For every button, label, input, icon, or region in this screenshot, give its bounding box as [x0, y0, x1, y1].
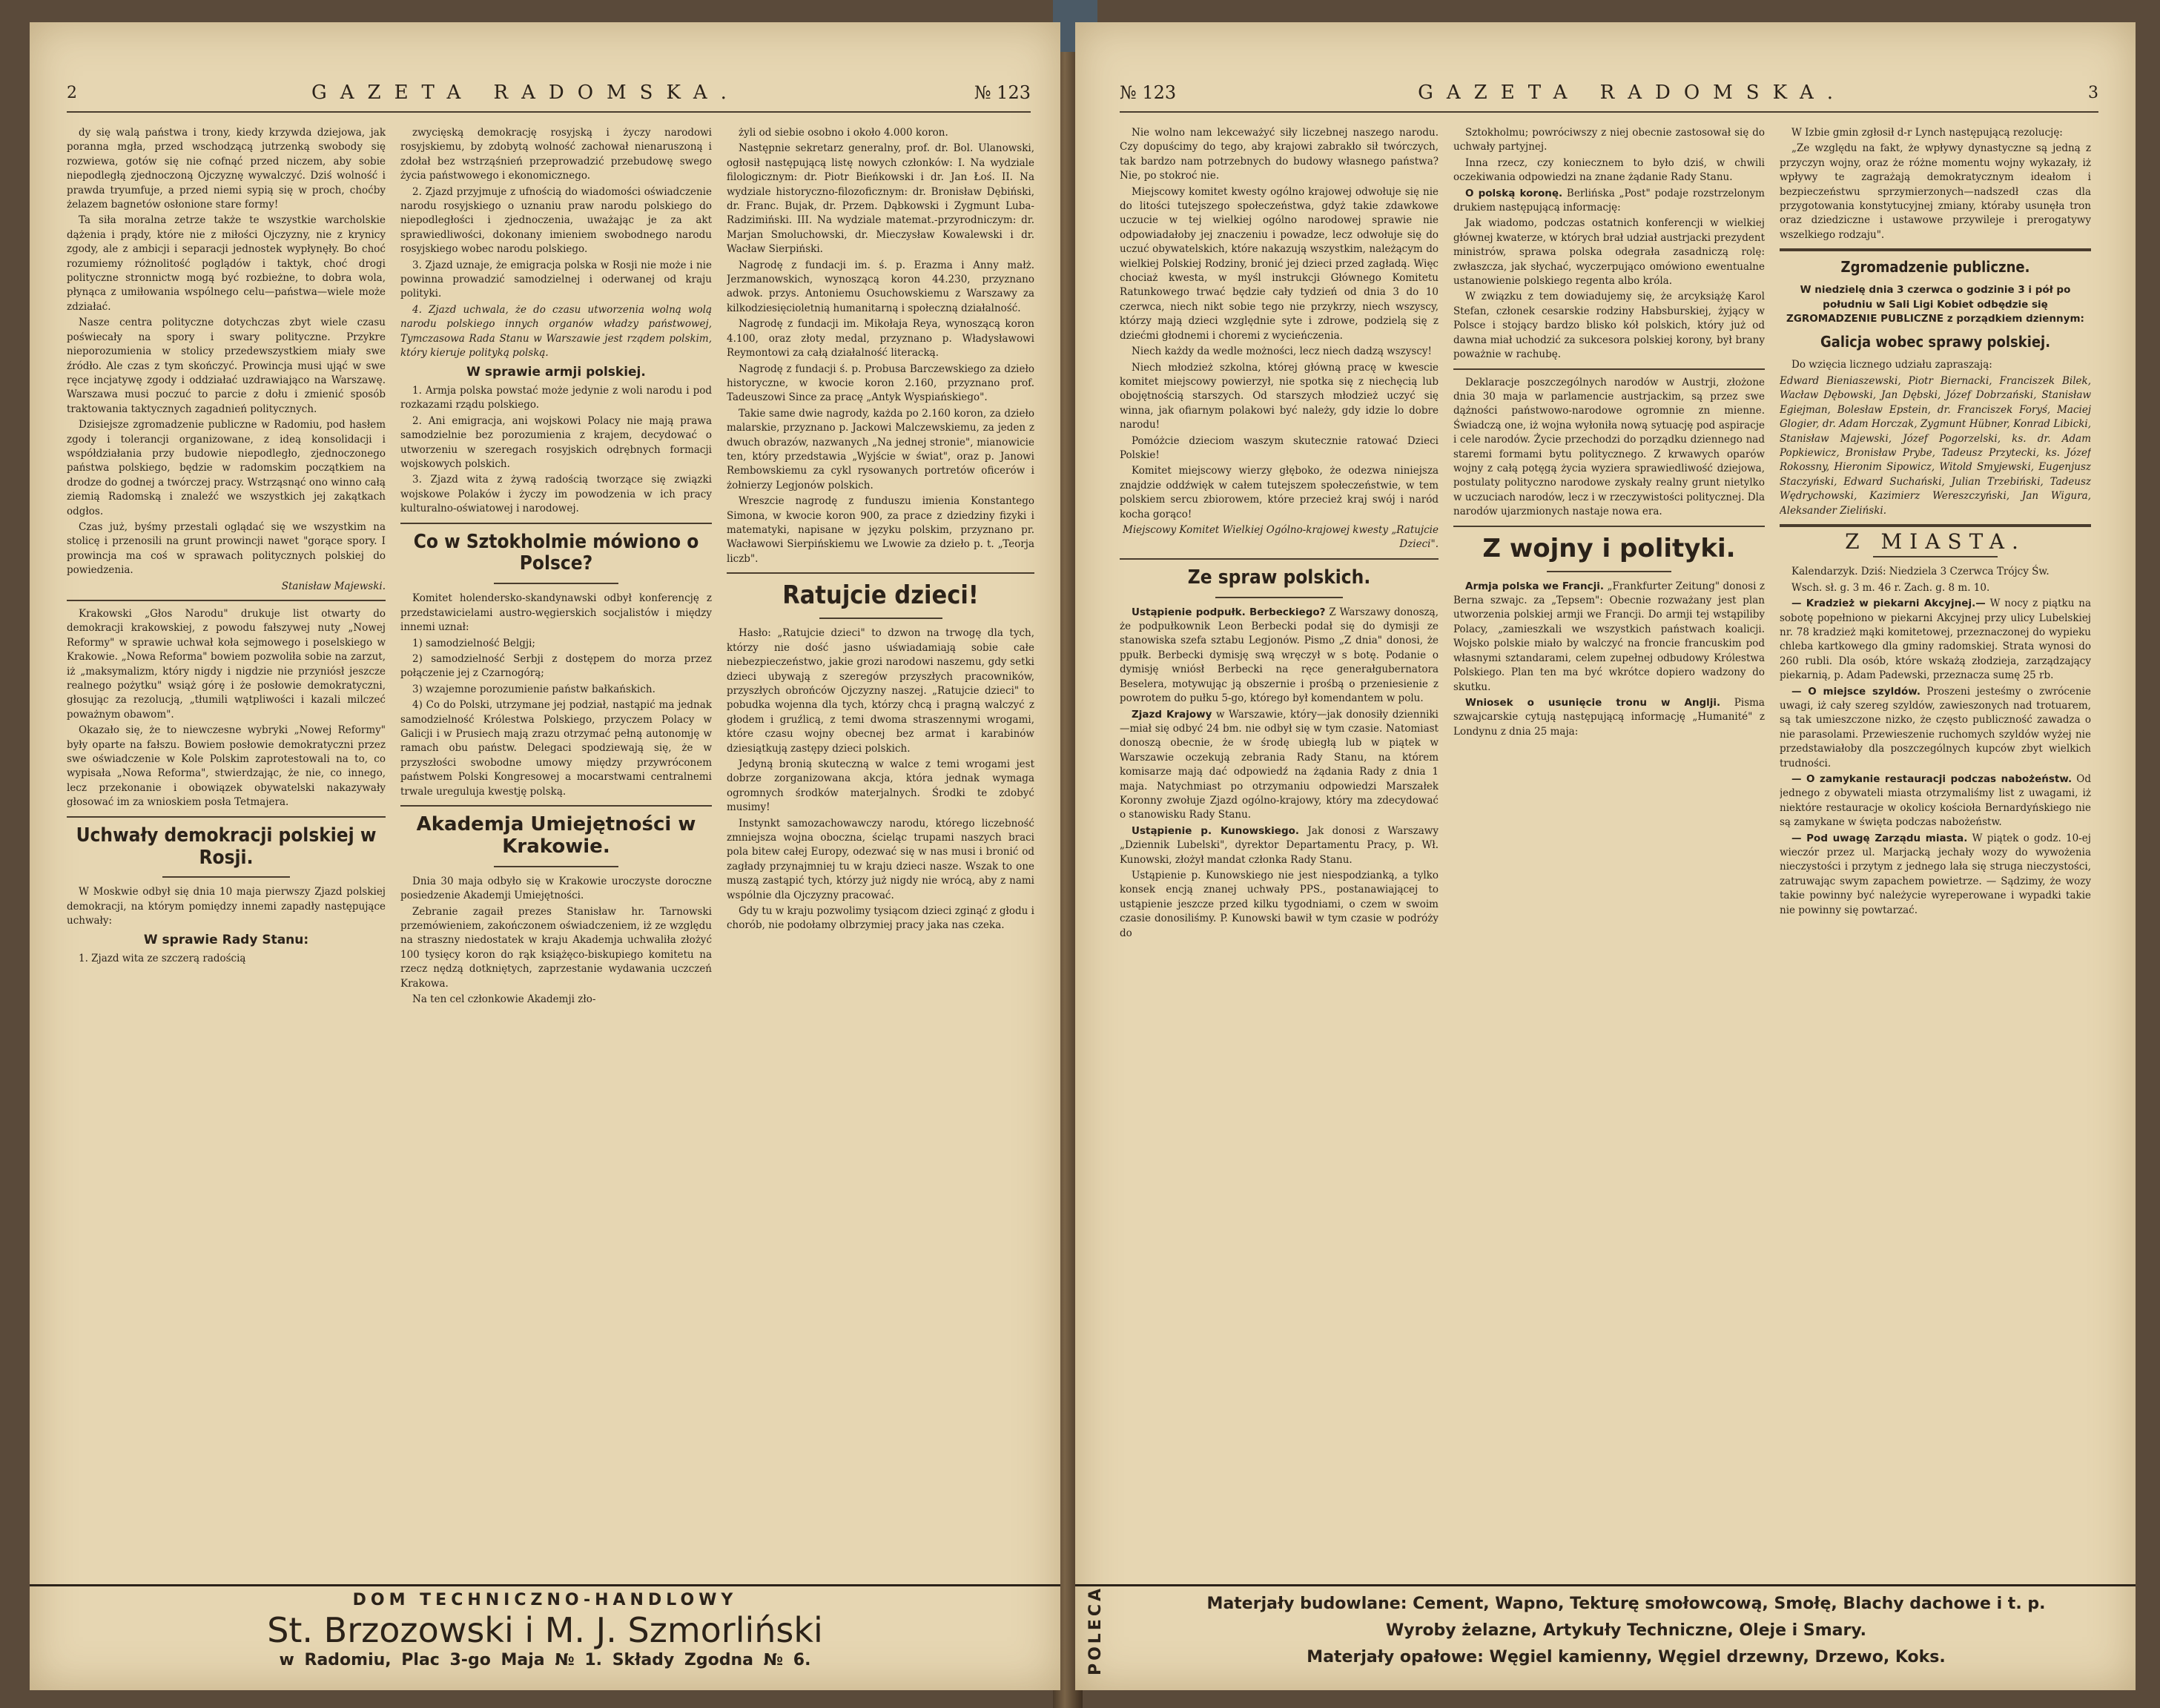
article-signature: Miejscowy Komitet Wielkiej Ogólno-krajowej kwesty „Ratujcie Dzieci".	[1123, 523, 1439, 551]
ad-line: DOM TECHNICZNO-HANDLOWY	[352, 1591, 738, 1609]
news-item-text: „Frankfurter Zeitung" donosi z Berna szwajc. za „Tepsem": Obecnie rozważany jest plan utworzenia polskiej armji we Francji. Do armji tej wstąpiliby Polacy, „zamieszkali we wszystkich państwach koalicji. Wojsko polskie miało by walczyć na froncie francuskim pod własnymi sztandarami, celem zupełnej odbudowy Królestwa Polskiego. Plan ten ma być wkrótce dopiero wadzony do skutku.	[1453, 580, 1765, 693]
article-paragraph: W Izbie gmin zgłosił d-r Lynch następującą rezolucję:	[1791, 127, 2063, 139]
calendar-line: Kalendarzyk. Dziś: Niedziela 3 Czerwca Trójcy Św.	[1791, 566, 2050, 578]
ad-lines	[1117, 1586, 2136, 1674]
divider	[494, 866, 618, 867]
news-item-title: Ustąpienie p. Kunowskiego.	[1132, 824, 1300, 837]
announcement-invite: Do wzięcia licznego udziału zapraszają:	[1791, 359, 1992, 371]
news-item	[1453, 580, 1765, 695]
article-paragraph: Nagrodę z fundacji im. ś. p. Erazma i Anny małż. Jerzmanowskich, wynoszącą koron 44.230, przyznano adwok. przys. Antoniemu Osuchowskiemu z Warszawy za kilkodziesięcioletnią humanitarną i społeczną działalność.	[727, 259, 1034, 314]
news-item-text: W piątek o godz. 10-ej wieczór przez ul. Marjacką jechały wozy do wywożenia nieczystości i przytym z jednego lała się struga nieczystości, zatruwając swym zapachem powietrze. — Sądzimy, że wozy takie powinny być należycie wyreperowane i wypadki takie nie powinny się powtarzać.	[1780, 832, 2091, 916]
article-paragraph: W związku z tem dowiadujemy się, że arcyksiążę Karol Stefan, członek cesarskie rodziny Habsburskiej, żyjący w Polsce i stojący bardzo blisko kół polskich, który już od dawna miał uchodzić za sukcesora polskiej korony, był brany poważnie w rachubę.	[1453, 291, 1765, 361]
article-paragraph: Inna rzecz, czy koniecznem to było dziś, w chwili oczekiwania odpowiedzi na znane żądanie Rady Stanu.	[1453, 156, 1765, 184]
news-item-title: — Kradzież w piekarni Akcyjnej.—	[1791, 598, 1986, 610]
news-item-text: Od jednego z obywateli miasta otrzymaliśmy list z uwagami, iż niektóre restauracje w okolicy kościoła Bernardyńskiego nie są zamykane w święta podczas nabożeństw.	[1780, 773, 2091, 829]
article-paragraph: Nasze centra polityczne dotychczas zbyt wiele czasu poświecały na spory i swary polityczne. Przykre nieporozumienia w stolicy przedewszystkiem miały swe źródło. Ale czas z tym skończyć. Prowincja musi ująć w swe ręce incjatywę zgody i oddziałać uzdrawiająco na Warszawę. Warszawa musi poczuć to parcie z dołu i zmienić sposób traktowania taktycznych zagadnień politycznych.	[67, 317, 386, 415]
article-paragraph: 4) Co do Polski, utrzymane jej podział, nastąpić ma jednak samodzielność Królestwa Polskiego, przyczem Polacy w Galicji i w Prusiech mają zrazu otrzymać pełną autonomję w ramach obu państw. Delegaci spodziewają się, że w przyszłości swobodne umowy między przywróconem państwem Polski Kongresowej a mocarstwami centralnemi trwale ureguluja kwestję polską.	[400, 699, 712, 798]
news-item	[1120, 824, 1439, 867]
article-paragraph: Komitet holendersko-skandynawski odbył konferencję z przedstawicielami austro-węgierskich socjalistów i między innemi uznał:	[400, 592, 712, 634]
article-paragraph: 3) wzajemne porozumienie państw bałkańskich.	[412, 683, 655, 695]
article-paragraph: Pomóżcie dzieciom waszym skutecznie ratować Dzieci Polskie!	[1120, 434, 1439, 461]
ad-poleca-text: POLECA	[1086, 1585, 1106, 1675]
divider	[819, 618, 942, 619]
divider	[162, 876, 290, 878]
divider	[67, 600, 386, 601]
ad-poleca-label	[1075, 1586, 1117, 1674]
news-item-text: Jak donosi z Warszawy „Dziennik Lubelski", dyrektor Departamentu Pracy, p. Wł. Kunowski, złożył mandat członka Rady Stanu.	[1120, 824, 1439, 866]
ad-line: Materjały budowlane: Cement, Wapno, Tekturę smołowcową, Smołę, Blachy dachowe i t. p.	[1206, 1595, 2046, 1613]
article-paragraph: Deklaracje poszczególnych narodów w Austrji, złożone dnia 30 maja w parlamencie austrjackim, są przez swe dążności państwowo-narodowe ogromnie zn mienne. Świadczą one, iż wojna wyłoniła nową sytuację pod aspiracje i cele narodów. Życie przechodzi do porządku dziennego nad staremi formami bytu politycznego. Z krwawych oparów wojny z całą potęgą życia wyziera sprawiedliwość dziejowa, postulaty polityczno narodowe zyskały realny grunt nietylko w uczuciach narodów, lecz i w rzeczywistości politycznej. Dla narodów ujarzmionych nastaje nowa era.	[1453, 376, 1765, 518]
news-item-title: Ustąpienie podpułk. Berbeckiego?	[1132, 606, 1326, 618]
divider	[1453, 368, 1765, 370]
divider	[1780, 248, 2091, 251]
news-item-title: — O miejsce szyldów.	[1791, 685, 1920, 698]
announcement-text: W niedzielę dnia 3 czerwca o godzinie 3 i pół po południu w Sali Ligi Kobiet odbędzie się ZGROMADZENIE PUBLICZNE z porządkiem dziennym:	[1786, 284, 2084, 325]
ad-line: Wyroby żelazne, Artykuły Techniczne, Oleje i Smary.	[1385, 1621, 1866, 1640]
section-z-miasta: Z MIASTA.	[1845, 529, 2026, 554]
article-paragraph: zwycięską demokrację rosyjską i życzy narodowi rosyjskiemu, by zdobytą wolność zachował nienaruszoną i zdołał bez wstrząśnień przeprowadzić przebudowę swego życia państwowego i ekonomicznego.	[400, 127, 712, 182]
divider	[1547, 571, 1671, 572]
divider	[400, 523, 712, 524]
headline-ratujcie: Ratujcie dzieci!	[782, 580, 979, 611]
page-number: 3	[2088, 83, 2098, 102]
article-paragraph: Takie same dwie nagrody, każda po 2.160 koron, za dzieło malarskie, przyznano p. Jackowi Malczewskiemu, za jeden z dwuch obrazów, nazwanych „Na jednej stronie", mianowicie ten, który przedstawia „Wyjście w świat", oraz p. Janowi Rembowskiemu za cykl rysowanych portretów oficerów i żołnierzy Legjonów polskich.	[727, 407, 1034, 491]
news-item-text: Proszeni jesteśmy o zwrócenie uwagi, iż cały szereg szyldów, zawieszonych nad trotuarem, są tak umieszczone nizko, że często publiczność zawadza o nie parasolami. Przewieszenie ruchomych szyldów wyżej nie przedstawiałoby dla poszczególnych kupców zbyt wielkich trudności.	[1780, 685, 2091, 769]
divider	[1453, 526, 1765, 527]
subhead-rada-stanu: W sprawie Rady Stanu:	[143, 932, 309, 947]
page-number: 2	[67, 83, 77, 102]
article-paragraph: żyli od siebie osobno i około 4.000 koron.	[739, 127, 948, 139]
headline-galicja: Galicja wobec sprawy polskiej.	[1820, 333, 2051, 351]
news-item-title: O polską koronę.	[1465, 187, 1563, 199]
news-item-text: Pisma szwajcarskie cytują następującą informację „Humanité" z Londynu z dnia 25 maja:	[1453, 696, 1765, 738]
article-paragraph: Hasło: „Ratujcie dzieci" to dzwon na trwogę dla tych, którzy nie dość jasno uświadamiają sobie całe niebezpieczeństwo, jakie grozi narodowi naszemu, gdy setki dzieci ubywają z szeregów przyszłych pracowników, przyszłych obrońców Ojczyzny naszej. „Ratujcie dzieci" to pobudka wojenna dla tych, którzy chcą i pragną walczyć z głodem i gruźlicą, z temi dwoma straszennymi wrogami, które czasu wojny obecnej bez armat i karabinów dziesiątkują zastępy dzieci polskich.	[727, 627, 1034, 755]
article-paragraph: Nagrodę z fundacji ś. p. Probusa Barczewskiego za dzieło historyczne, w kwocie koron 2.160, przyznano prof. Tadeuszowi Since za pracę „Antyk Wyspiańskiego".	[727, 363, 1034, 404]
right-page-header	[1120, 74, 2098, 113]
newspaper-title: GAZETA RADOMSKA.	[1418, 82, 1847, 104]
news-item-title: — Pod uwagę Zarządu miasta.	[1791, 832, 1968, 844]
news-item	[1453, 187, 1765, 216]
issue-number: № 123	[974, 82, 1031, 103]
article-paragraph: Dzisiejsze zgromadzenie publiczne w Radomiu, pod hasłem zgody i tolerancji organizowane, z ideą konsolidacji i współdziałania przy budowie niepodległo, zjednoczonego państwa polskiego, będzie w radomskim początkiem na drodze do godnej a twórczej pracy. Wstrząsnąć ono winno całą ziemią Radomską i znaleźć we wszystkich jej zakątkach odgłos.	[67, 419, 386, 517]
article-paragraph: 2. Ani emigracja, ani wojskowi Polacy nie mają prawa samodzielnie bez porozumienia z krajem, decydować o utworzeniu w szeregach rosyjskich odrębnych formacji wojskowych polskich.	[400, 414, 712, 470]
article-paragraph: Niech każdy da wedle możności, lecz niech dadzą wszyscy!	[1132, 345, 1432, 358]
article-paragraph: Ta siła moralna zetrze także te wszystkie warcholskie dążenia i prądy, które nie z miłości Ojczyzny, nie z krynicy zgody, ale z ambicji i separacji jednostek wypłynęły. Bo choć rozumiemy różnolitość poglądów i taktyk, choć drogi polityczne stronnictw mogą być rozbieżne, to dobra wola, płynąca z umiłowania wspólnego celu—państwa—wiele może zdziałać.	[67, 214, 386, 313]
article-paragraph: Sztokholmu; powróciwszy z niej obecnie zastosował się do uchwały partyjnej.	[1453, 127, 1765, 153]
right-column-1	[1120, 126, 1439, 1535]
headline-uchwaly: Uchwały demokracji polskiej w Rosji.	[76, 824, 377, 869]
headline-akademja: Akademja Umiejętności w Krakowie.	[416, 813, 696, 858]
article-paragraph: Miejscowy komitet kwesty ogólno krajowej odwołuje się nie do litości tutejszego społeczeństwa, gdyż takie zdawkowe uczucie w tej wielkiej ogólno narodowej sprawie nie odpowiadałoby jej znaczeniu i powadze, lecz odwołuje się do uczuć obywatelskich, które nakazują wszystkim, należącym do wielkiej Polskiej Rodziny, bronić jej dzieci przed zagładą. Więc chociaż kwesta, w myśl instrukcji Głównego Komitetu Ratunkowego trwać będzie cały tydzień od dnia 3 do 10 czerwca, niech nikt sobie tego nie przykrzy, niech wszyscy, którzy mają dzieci względnie syte i zdrowe, podzielą się z dziećmi głodnemi i choremi z wycieńczenia.	[1120, 185, 1439, 342]
headline-z-wojny: Z wojny i polityki.	[1482, 533, 1736, 563]
article-paragraph: Następnie sekretarz generalny, prof. dr. Bol. Ulanowski, ogłosił następującą listę nowych członków: I. Na wydziale filologicznym: dr. Piotr Bieńkowski i dr. Jan Łoś. II. Na wydziale historyczno-filozoficznym: dr. Bronisław Dębiński, dr. Franc. Bujak, dr. Przem. Dąbkowski i Zygmunt Luba-Radzimiński. III. Na wydziale matemat.-przyrodniczym: dr. Marjan Smoluchowski, dr. Mieczysław Kowalewski i dr. Wacław Sierpiński.	[727, 142, 1034, 256]
news-item	[1453, 696, 1765, 739]
divider	[1873, 556, 1998, 557]
article-paragraph: 1) samodzielność Belgji;	[412, 637, 535, 649]
article-paragraph: Na ten cel członkowie Akademji zło-	[412, 993, 596, 1006]
divider	[67, 816, 386, 818]
article-paragraph: Zebranie zagaił prezes Stanisław hr. Tarnowski przemówieniem, zakończonem oświadczeniem, iż ze względu na straszny niedostatek w kraju Akademja uchwaliła złożyć 100 tysięcy koron do rąk książęco-biskupiego komitetu na rzecz nędzą dotkniętych, zaprzestanie wydawania uczczeń Krakowa.	[400, 905, 712, 990]
article-paragraph: Nagrodę z fundacji im. Mikołaja Reya, wynoszącą koron 4.100, oraz złoty medal, przyznano p. Władysławowi Reymontowi za całą działalność literacką.	[727, 318, 1034, 360]
news-item	[1120, 708, 1439, 823]
article-paragraph: Okazało się, że to niewczesne wybryki „Nowej Reformy" były oparte na fałszu. Bowiem posłowie demokratyczni przez swe oświadczenie w Kole Polskim zaprotestowali na to, co wypisała „Nowa Reforma", stwierdzając, że nie, co innego, lecz przekonanie i obowiązek obywatelski nakazywały głosować im za wnioskiem posła Tetmajera.	[67, 724, 386, 809]
headline-sztokholm: Co w Sztokholmie mówiono o Polsce?	[413, 530, 699, 575]
ad-line: Materjały opałowe: Węgiel kamienny, Węgiel drzewny, Drzewo, Koks.	[1307, 1648, 1946, 1666]
article-paragraph: 1. Zjazd wita ze szczerą radością	[79, 953, 246, 965]
article-paragraph: Niech młodzież szkolna, której główną pracę w kwescie komitet miejscowy powierzył, nie spotka się z niechęcią lub obojętnością starszych. Od starszych młodzież uczyć się winna, jak ofiarnym polakowi być należy, gdy idzie lo dobre narodu!	[1120, 361, 1439, 431]
divider	[400, 805, 712, 807]
headline-zgromadzenie: Zgromadzenie publiczne.	[1840, 258, 2030, 277]
news-item	[1780, 832, 2091, 918]
news-item	[1120, 869, 1439, 941]
news-item	[1780, 597, 2091, 683]
headline-ze-spraw-polskich: Ze spraw polskich.	[1187, 566, 1371, 589]
advertisement-materjaly	[1075, 1584, 2136, 1674]
divider	[494, 583, 618, 584]
right-column-3	[1780, 126, 2091, 1535]
news-item-title: Armja polska we Francji.	[1465, 580, 1605, 592]
ad-address: w Radomiu, Plac 3-go Maja № 1. Składy Zgodna № 6.	[279, 1651, 811, 1669]
divider	[1120, 558, 1439, 560]
article-paragraph: Czas już, byśmy przestali oglądać się we wszystkim na stolicę i przenosili na grunt prowincji nawet "gorące spory. I prowincja ma coś w sprawach politycznych polskiej do powiedzenia.	[67, 520, 386, 577]
left-column-2	[400, 126, 712, 1535]
divider	[1780, 524, 2091, 527]
right-column-2	[1453, 126, 1765, 1535]
news-item-text: Berlińska „Post" podaje rozstrzelonym drukiem następującą informację:	[1453, 187, 1765, 214]
article-paragraph: Instynkt samozachowawczy narodu, którego liczebność zmniejsza wojna oboczna, ścieląc trupami naszych braci pola bitew całej Europy, odezwać się w nas musi i bronić od zagłady przynajmniej tu w kraju dzieci nasze. Wszak to one muszą zastąpić tych, którzy już nigdy nie wrócą, aby z nami wspólnie dla Ojczyzny pracować.	[727, 817, 1034, 901]
news-item	[1120, 606, 1439, 706]
advertisement-dom-techniczno-handlowy	[30, 1584, 1060, 1674]
news-item-text: Ustąpienie p. Kunowskiego nie jest niespodzianką, a tylko konsek encją znanej uchwały PPS., postanawiającej to ustąpienie jeszcze przed kilku tygodniami, o czem w swoim czasie donosiliśmy. P. Kunowski bawił w tym czasie w podróży do	[1120, 869, 1439, 939]
news-item-title: Zjazd Krajowy	[1132, 708, 1212, 721]
article-paragraph: 1. Armja polska powstać może jedynie z woli narodu i pod rozkazami rządu polskiego.	[400, 384, 712, 411]
article-paragraph: 3. Zjazd uznaje, że emigracja polska w Rosji nie może i nie powinna prowadzić samodzielnej i oderwanej od kraju polityki.	[400, 259, 712, 300]
news-item-text: W nocy z piątku na sobotę popełniono w piekarni Akcyjnej przy ulicy Lubelskiej nr. 78 kradzież mąki komitetowej, przeznaczonej do wypieku chleba kartkowego dla gminy radomskiej. Strata wynosi do 260 rubli. Dla osób, które wskażą złodzieja, zarządzający piekarnią, p. Adam Padewski, przeznacza sumę 25 rb.	[1780, 598, 2091, 682]
article-paragraph: Gdy tu w kraju pozwolimy tysiącom dzieci zginąć z głodu i chorób, nie podołamy olbrzymiej pracy jaka nas czeka.	[727, 905, 1034, 932]
article-paragraph: Dnia 30 maja odbyło się w Krakowie uroczyste doroczne posiedzenie Akademji Umiejętności.	[400, 875, 712, 902]
sun-times: Wsch. sł. g. 3 m. 46 r. Zach. g. 8 m. 10.	[1791, 581, 1990, 594]
article-paragraph: 2. Zjazd przyjmuje z ufnością do wiadomości oświadczenie narodu rosyjskiego o uznaniu praw narodu polskiego do niepodległości i zjednoczenia, uważając je za akt sprawiedliwości, dokonany imieniem swobodnego narodu rosyjskiego wobec narodu polskiego.	[400, 185, 712, 256]
article-paragraph: Komitet miejscowy wierzy głęboko, że odezwa niniejsza znajdzie oddźwięk w całem tutejszem społeczeństwie, w tem polskiem sercu zbiorowem, które przecież kraj swój i naród kocha gorąco!	[1120, 465, 1439, 520]
news-item-text: Z Warszawy donoszą, że podpułkownik Leon Berbecki podał się do dymisji ze stanowiska szefa sztabu Legjonów. Pismo „Z dnia" donosi, że ppułk. Berbecki dymisję swą wręczył w s botę. Podanie o dymisję wniósł Berbecki na ręce generałgubernatora Beselera, motywując ją obszernie i prośbą o przeniesienie z powrotem do pułku 5-go, którego był komendantem w polu.	[1120, 606, 1439, 705]
divider	[1215, 597, 1343, 598]
news-item	[1780, 772, 2091, 830]
news-item	[1780, 685, 2091, 771]
left-page-header	[67, 74, 1031, 113]
news-item-title: Wniosek o usunięcie tronu w Anglji.	[1465, 696, 1721, 709]
article-paragraph: „Ze względu na fakt, że wpływy dynastyczne są jedną z przyczyn wojny, oraz że różne momentu wojny wykazały, iż wpływy te zagrażają demokratycznym ideałom i bezpieczeństwu sprzymierzonych—nadszedł czas dla przygotowania konstytucyjnej zmiany, któraby usunęła tron oraz dziedziczne i ustawowe przywileje i prerogatywy wszelkiego rodzaju".	[1780, 142, 2091, 241]
article-paragraph: Jedyną bronią skuteczną w walce z temi wrogami jest dobrze zorganizowana akcja, która jednak wymaga ogromnych środków materjalnych. Środki te zdobyć musimy!	[727, 758, 1034, 814]
article-paragraph: dy się walą państwa i trony, kiedy krzywda dziejowa, jak poranna mgła, przed wschodzącą jutrzenką swobody się rozwiewa, gotów się nie cofnąć przed niczem, aby sobie niepodległą zjednoczoną Ojczyznę wywalczyć. Dziś wolność i prawda tryumfuje, a przed niemi sypią się w proch, choćby żelazem bagnetów osłonione stare formy!	[67, 127, 386, 211]
article-paragraph: 2) samodzielność Serbji z dostępem do morza przez połączenie jej z Czarnogórą;	[400, 652, 712, 680]
left-column-1	[67, 126, 386, 1535]
announcement-names: Edward Bieniaszewski, Piotr Biernacki, Franciszek Bilek, Wacław Dębowski, Jan Dębski, Józef Dobrzański, Stanisław Egiejman, Bolesław Epstein, dr. Franciszek Foryś, Maciej Glogier, dr. Adam Horczak, Zygmunt Hübner, Konrad Libicki, Stanisław Majewski, Józef Pogorzelski, ks. dr. Adam Popkiewicz, Bronisław Prybe, Tadeusz Przytecki, ks. Józef Rokossny, Hieronim Sipowicz, Witold Smyjewski, Eugenjusz Staczyński, Edward Suchański, Julian Trzebiński, Tadeusz Wędrychowski, Kazimierz Wereszczyński, Jan Wigura, Aleksander Zieliński.	[1780, 374, 2091, 517]
ad-company-name: St. Brzozowski i M. J. Szmorliński	[267, 1610, 823, 1650]
article-paragraph: 4. Zjazd uchwala, że do czasu utworzenia wolną wolą narodu polskiego innych organów władzy państwowej, Tymczasowa Rada Stanu w Warszawie jest rządem polskim, który kieruje polityką polską.	[400, 303, 712, 360]
right-page	[1075, 22, 2136, 1690]
article-paragraph: Nie wolno nam lekceważyć siły liczebnej naszego narodu. Czy dopuścimy do tego, aby krajowi zabrakło sił twórczych, tak bardzo nam potrzebnych do budowy własnego państwa? Nie, po stokroć nie.	[1120, 127, 1439, 182]
article-paragraph: W Moskwie odbył się dnia 10 maja pierwszy Zjazd polskiej demokracji, na którym pomiędzy innemi zapadły następujące uchwały:	[67, 886, 386, 927]
news-item-text: w Warszawie, który—jak donosiły dzienniki—miał się odbyć 24 bm. nie odbył się w tym czasie. Natomiast donoszą obecnie, że w środę ubiegłą lub w piątek w Warszawie oczekują zebrania Rady Stanu, na którem komisarze mają dać odpowiedź na żądania Rady z dnia 1 maja. Natychmiast po otrzymaniu odpowiedzi Marszałek Koronny zwołuje Zjazd ogólno-krajowy, który ma zdecydować o stanowisku Rady Stanu.	[1120, 708, 1439, 821]
article-paragraph: Jak wiadomo, podczas ostatnich konferencji w wielkiej głównej kwaterze, w których brał udział austrjacki prezydent ministrów, sprawa polska odegrała zasadniczą rolę: zwłaszcza, jak słychać, wyczerpująco omówiono ewentualne ustanowienie polskiego regenta albo króla.	[1453, 217, 1765, 288]
issue-number: № 123	[1120, 82, 1177, 103]
news-item-title: — O zamykanie restauracji podczas nabożeństw.	[1791, 773, 2073, 786]
article-paragraph: Wreszcie nagrodę z funduszu imienia Konstantego Simona, w kwocie koron 900, za prace z dziedziny fizyki i matematyki, napisane w języku polskim, przyznano pr. Wacławowi Sierpińskiemu we Lwowie za dzieło p. t. „Teorja liczb".	[727, 495, 1034, 565]
article-paragraph: Krakowski „Głos Narodu" drukuje list otwarty do demokracji krakowskiej, z powodu fałszywej nuty „Nowej Reformy" w sprawie uchwał koła sejmowego i poselskiego w Krakowie. „Nowa Reforma" bowiem pozwoliła sobie na zarzut, iż „maksymalizm, który nigdy i nigdzie nie przyniósł jeszcze realnego pożytku" wsiąż górę i że posłowie demokratyczni, głosując za rezolucją, „tłumili wątpliwości i kazali milczeć poważnym obawom".	[67, 608, 386, 721]
article-paragraph: 3. Zjazd wita z żywą radością tworzące się związki wojskowe Polaków i życzy im powodzenia w ich pracy kulturalno-oświatowej i narodowej.	[400, 474, 712, 515]
divider	[727, 572, 1034, 574]
newspaper-title: GAZETA RADOMSKA.	[311, 82, 740, 104]
left-page	[30, 22, 1060, 1690]
subhead-armja: W sprawie armji polskiej.	[466, 364, 646, 380]
article-signature: Stanisław Majewski.	[281, 580, 386, 592]
left-column-3	[727, 126, 1034, 1535]
